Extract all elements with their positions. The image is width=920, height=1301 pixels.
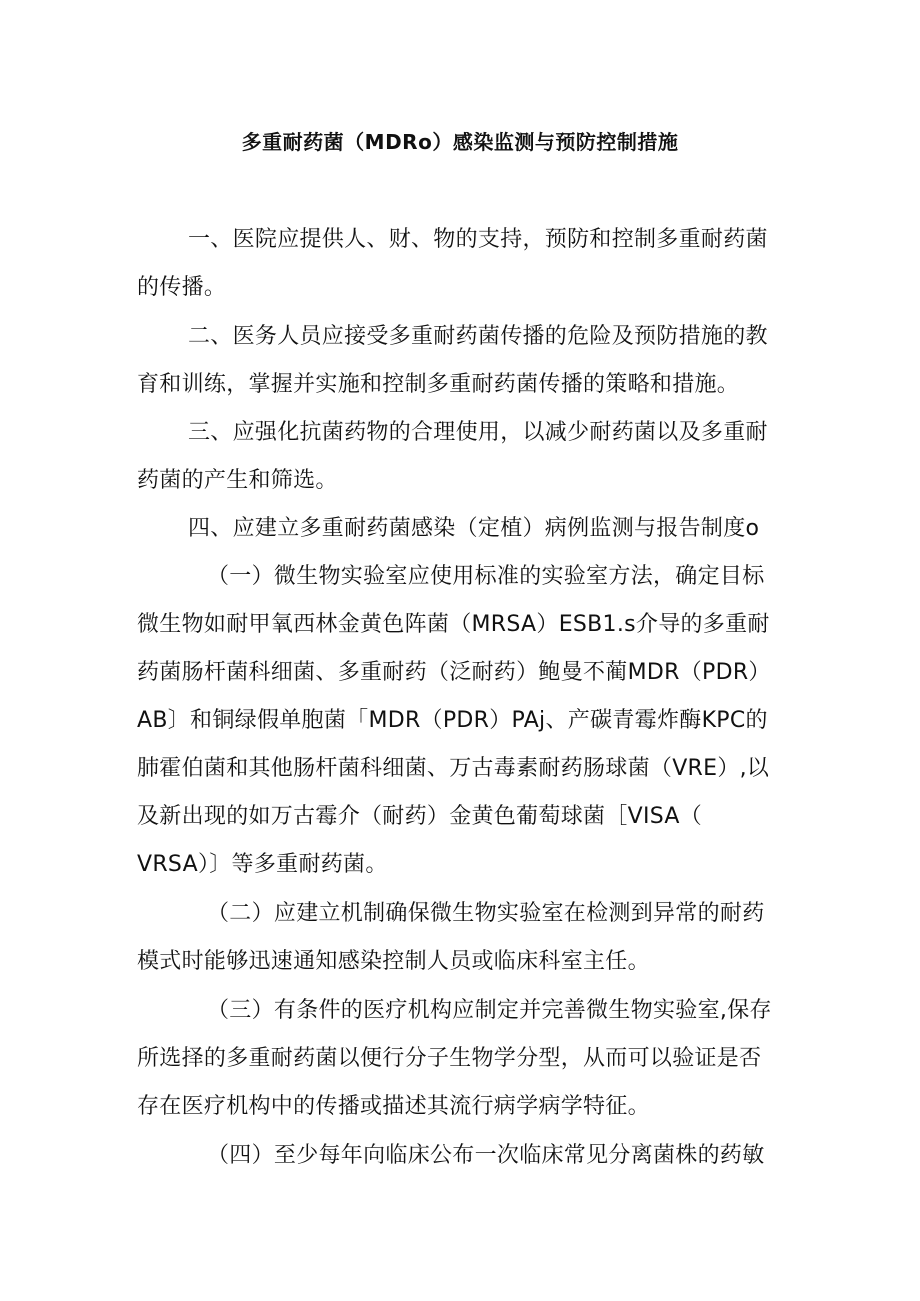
paragraph-line: 存在医疗机构中的传播或描述其流行病学病学特征。	[137, 1094, 650, 1119]
paragraph-line: 肺霍伯菌和其他肠杆菌科细菌、万古毒素耐药肠球菌（VRE）,以	[137, 756, 770, 781]
paragraph-line: 一、医院应提供人、财、物的支持，预防和控制多重耐药菌	[188, 227, 768, 252]
paragraph-line: （三）有条件的医疗机构应制定并完善微生物实验室,保存	[207, 998, 772, 1023]
paragraph-line: 育和训练，掌握并实施和控制多重耐药菌传播的策略和措施。	[137, 372, 740, 397]
paragraph-line: 模式时能够迅速通知感染控制人员或临床科室主任。	[137, 949, 650, 974]
paragraph-line: 三、应强化抗菌药物的合理使用，以减少耐药菌以及多重耐	[188, 420, 768, 445]
paragraph-line: 及新出现的如万古霉介（耐药）金黄色葡萄球菌［VISA（	[137, 804, 703, 829]
paragraph-line: VRSA）〕等多重耐药菌。	[137, 852, 388, 877]
paragraph-line: 四、应建立多重耐药菌感染（定植）病例监测与报告制度o	[188, 516, 760, 541]
paragraph-line: AB〕和铜绿假单胞菌「MDR（PDR）PAj、产碳青霉炸酶KPC的	[137, 708, 768, 733]
document-title: 多重耐药菌（MDRo）感染监测与预防控制措施	[241, 130, 679, 154]
paragraph-line: 的传播。	[137, 275, 227, 300]
paragraph-line: （一）微生物实验室应使用标准的实验室方法，确定目标	[207, 564, 765, 589]
paragraph-line: 药菌的产生和筛选。	[137, 468, 338, 493]
paragraph-line: 药菌肠杆菌科细菌、多重耐药（泛耐药）鲍曼不蔺MDR（PDR）	[137, 660, 771, 685]
paragraph-line: （四）至少每年向临床公布一次临床常见分离菌株的药敏	[207, 1143, 765, 1168]
paragraph-line: （二）应建立机制确保微生物实验室在检测到异常的耐药	[207, 901, 765, 926]
paragraph-line: 微生物如耐甲氧西林金黄色阵菌（MRSA）ESB1.s介导的多重耐	[137, 612, 770, 637]
paragraph-line: 所选择的多重耐药菌以便行分子生物学分型，从而可以验证是否	[137, 1046, 762, 1071]
paragraph-line: 二、医务人员应接受多重耐药菌传播的危险及预防措施的教	[188, 324, 768, 349]
